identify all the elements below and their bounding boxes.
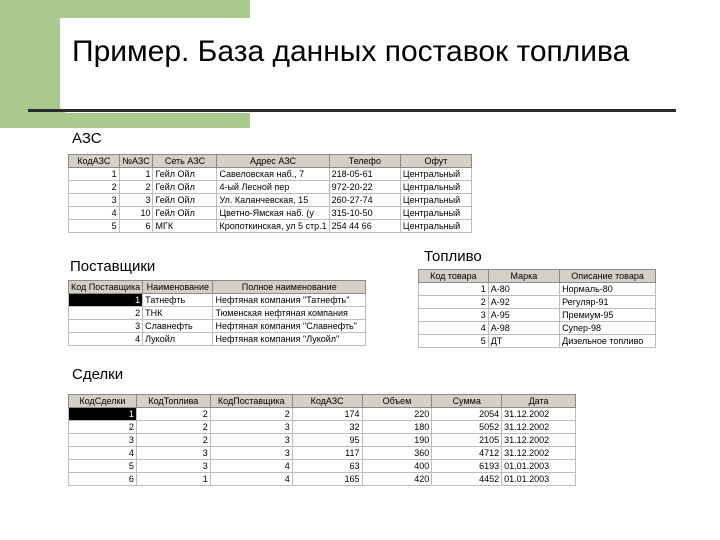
table-cell: 3	[69, 194, 120, 207]
table-cell: 5	[419, 335, 489, 348]
table-cell: 3	[136, 460, 210, 473]
table-cell: Центральный	[400, 168, 471, 181]
table-cell: А-95	[488, 309, 559, 322]
table-cell: 01.01.2003	[502, 473, 576, 486]
table-cell: 3	[136, 447, 210, 460]
table-cell: 190	[362, 434, 432, 447]
azs-label: АЗС	[72, 130, 102, 147]
table-cell: 31.12.2002	[502, 408, 576, 421]
table-cell: А-92	[488, 296, 559, 309]
table-cell: Савеловская наб., 7	[217, 168, 329, 181]
table-row	[69, 181, 472, 194]
table-row	[419, 309, 656, 322]
table-cell: Нефтяная компания "Лукойл"	[213, 333, 366, 346]
table-cell: ТНК	[143, 307, 213, 320]
slide-title: Пример. База данных поставок топлива	[72, 35, 630, 68]
table-cell: 2	[419, 296, 489, 309]
table-cell: Центральный	[400, 194, 471, 207]
table-cell: Гейл Ойл	[153, 194, 217, 207]
azs-header-row	[69, 155, 472, 168]
table-row	[69, 168, 472, 181]
deals-column-header: КодАЗС	[292, 395, 362, 408]
table-cell: 2	[136, 421, 210, 434]
table-row	[69, 207, 472, 220]
suppliers-label: Поставщики	[70, 258, 156, 275]
table-cell: 315-10-50	[329, 207, 400, 220]
table-row	[69, 294, 366, 307]
table-row	[419, 335, 656, 348]
table-cell: ДТ	[488, 335, 559, 348]
table-cell: А-98	[488, 322, 559, 335]
table-cell: 2054	[432, 408, 502, 421]
table-cell: 2	[210, 408, 292, 421]
table-cell: 1	[419, 283, 489, 296]
table-cell: Гейл Ойл	[153, 207, 217, 220]
table-cell: 420	[362, 473, 432, 486]
suppliers-header-row	[69, 281, 366, 294]
table-cell: 174	[292, 408, 362, 421]
table-cell: 6193	[432, 460, 502, 473]
table-cell: 1	[69, 294, 143, 307]
table-cell: 4452	[432, 473, 502, 486]
table-cell: 2	[69, 181, 120, 194]
table-cell: 4712	[432, 447, 502, 460]
table-cell: 5	[69, 460, 137, 473]
deals-column-header: КодПоставщика	[210, 395, 292, 408]
table-row	[69, 421, 576, 434]
table-cell: 220	[362, 408, 432, 421]
table-cell: Ул. Каланчевская, 15	[217, 194, 329, 207]
suppliers-column-header: Наименование	[143, 281, 213, 294]
table-cell: 3	[210, 434, 292, 447]
table-cell: Гейл Ойл	[153, 168, 217, 181]
table-cell: 360	[362, 447, 432, 460]
table-cell: Регуляр-91	[560, 296, 656, 309]
table-cell: Премиум-95	[560, 309, 656, 322]
deals-column-header: Дата	[502, 395, 576, 408]
table-cell: Нормаль-80	[560, 283, 656, 296]
fuel-column-header: Марка	[488, 270, 559, 283]
deals-label: Сделки	[72, 366, 124, 383]
fuel-column-header: Описание товара	[560, 270, 656, 283]
fuel-table	[418, 269, 656, 348]
table-cell: 3	[119, 194, 153, 207]
table-cell: 10	[119, 207, 153, 220]
table-cell: Лукойл	[143, 333, 213, 346]
table-cell: Татнефть	[143, 294, 213, 307]
table-cell: 165	[292, 473, 362, 486]
table-cell: 3	[69, 434, 137, 447]
deals-column-header: Сумма	[432, 395, 502, 408]
azs-column-header: №АЗС	[119, 155, 153, 168]
suppliers-column-header: Код Поставщика	[69, 281, 143, 294]
table-cell: 4	[69, 333, 143, 346]
table-cell: 2	[69, 307, 143, 320]
table-cell: Цветно-Ямская наб. (у	[217, 207, 329, 220]
table-cell: 6	[119, 220, 153, 233]
title-underline	[28, 109, 676, 112]
table-cell: 218-05-61	[329, 168, 400, 181]
fuel-label: Топливо	[424, 248, 482, 265]
deals-header-row	[69, 395, 576, 408]
table-cell: 2	[69, 421, 137, 434]
deals-column-header: КодТоплива	[136, 395, 210, 408]
table-row	[69, 333, 366, 346]
table-cell: 2	[119, 181, 153, 194]
table-cell: 2	[136, 408, 210, 421]
table-cell: 31.12.2002	[502, 434, 576, 447]
deals-column-header: Объем	[362, 395, 432, 408]
table-row	[419, 296, 656, 309]
table-cell: 4-ый Лесной пер	[217, 181, 329, 194]
table-cell: Кропоткинская, ул 5 стр.1	[217, 220, 329, 233]
table-cell: 4	[419, 322, 489, 335]
table-cell: 5052	[432, 421, 502, 434]
table-cell: 3	[69, 320, 143, 333]
table-row	[69, 320, 366, 333]
table-row	[69, 447, 576, 460]
table-cell: 1	[119, 168, 153, 181]
table-cell: 1	[136, 473, 210, 486]
suppliers-column-header: Полное наименование	[213, 281, 366, 294]
azs-column-header: Адрес АЗС	[217, 155, 329, 168]
table-cell: 400	[362, 460, 432, 473]
table-cell: 3	[419, 309, 489, 322]
azs-table	[68, 154, 472, 233]
table-cell: 4	[69, 207, 120, 220]
table-cell: 3	[210, 447, 292, 460]
table-cell: 180	[362, 421, 432, 434]
table-cell: Нефтяная компания "Славнефть"	[213, 320, 366, 333]
table-cell: Тюменская нефтяная компания	[213, 307, 366, 320]
deals-column-header: КодСделки	[69, 395, 137, 408]
table-row	[69, 460, 576, 473]
azs-column-header: Офут	[400, 155, 471, 168]
table-cell: 1	[69, 408, 137, 421]
table-row	[69, 194, 472, 207]
table-cell: 2	[136, 434, 210, 447]
table-row	[69, 220, 472, 233]
table-cell: Центральный	[400, 207, 471, 220]
table-cell: МГК	[153, 220, 217, 233]
table-cell: Дизельное топливо	[560, 335, 656, 348]
table-cell: 4	[210, 460, 292, 473]
fuel-column-header: Код товара	[419, 270, 489, 283]
table-cell: А-80	[488, 283, 559, 296]
table-cell: 5	[69, 220, 120, 233]
table-cell: 95	[292, 434, 362, 447]
table-cell: 972-20-22	[329, 181, 400, 194]
fuel-header-row	[419, 270, 656, 283]
table-cell: Нефтяная компания "Татнефть"	[213, 294, 366, 307]
table-cell: 63	[292, 460, 362, 473]
table-cell: Славнефть	[143, 320, 213, 333]
table-cell: 1	[69, 168, 120, 181]
table-cell: 254 44 66	[329, 220, 400, 233]
azs-column-header: Телефо	[329, 155, 400, 168]
table-cell: Супер-98	[560, 322, 656, 335]
table-cell: 4	[210, 473, 292, 486]
table-cell: 31.12.2002	[502, 421, 576, 434]
table-cell: 260-27-74	[329, 194, 400, 207]
suppliers-table	[68, 280, 366, 346]
table-cell: Гейл Ойл	[153, 181, 217, 194]
table-row	[69, 307, 366, 320]
table-row	[419, 283, 656, 296]
table-row	[69, 408, 576, 421]
table-cell: 2105	[432, 434, 502, 447]
azs-column-header: Сеть АЗС	[153, 155, 217, 168]
table-cell: 117	[292, 447, 362, 460]
azs-column-header: КодАЗС	[69, 155, 120, 168]
table-cell: Центральный	[400, 220, 471, 233]
table-row	[419, 322, 656, 335]
table-cell: 6	[69, 473, 137, 486]
table-cell: 3	[210, 421, 292, 434]
deals-table	[68, 394, 576, 486]
table-cell: 32	[292, 421, 362, 434]
table-row	[69, 434, 576, 447]
table-cell: Центральный	[400, 181, 471, 194]
table-cell: 01.01.2003	[502, 460, 576, 473]
table-cell: 31.12.2002	[502, 447, 576, 460]
table-cell: 4	[69, 447, 137, 460]
table-row	[69, 473, 576, 486]
